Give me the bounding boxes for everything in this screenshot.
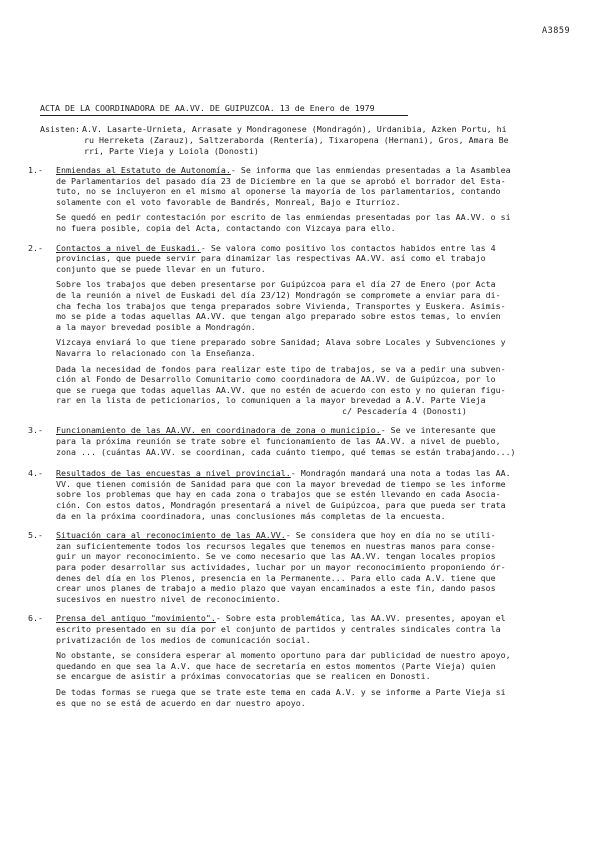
attendees-line: A.V. Lasarte-Urnieta, Arrasate y Mondragonese (Mondragón), Urdanibia, Azken Portu, hi bbox=[82, 124, 507, 134]
body-line: Vizcaya enviará lo que tiene preparado sobre Sanidad; Alava sobre Locales y Subvenciones y bbox=[56, 337, 506, 348]
body-line: da en la próxima coordinadora, unas conclusiones más completas de la encuesta. bbox=[56, 510, 446, 521]
body-line: cha fecha los trabajos que tenga preparados sobre Vivienda, Transportes y Euskera. Asimis- bbox=[56, 300, 506, 311]
body-line: de la reunión a nivel de Euskadi del día 23/12) Mondragón se compromete a enviar para di- bbox=[56, 289, 501, 300]
body-line: se encargue de asistir a próximas convocatorias que se realicen en Donosti. bbox=[56, 671, 431, 682]
body-line: de Parlamentarios del pasado día 23 de Diciembre en la que se aprobó el borrador del Esta- bbox=[56, 175, 506, 186]
body-line: que se ruega que todas aquellas AA.VV. que no estén de acuerdo con esto y no quieran figu- bbox=[56, 384, 506, 395]
body-line: Sobre los trabajos que deben presentarse por Guipúzcoa para el día 27 de Enero (por Acta bbox=[56, 279, 496, 290]
body-line: zan suficientemente todos los recursos legales que tenemos en nuestras manos para conse- bbox=[56, 540, 496, 551]
body-line: De todas formas se ruega que se trate este tema en cada A.V. y se informe a Parte Vieja si bbox=[56, 686, 506, 697]
agenda-item bbox=[28, 425, 562, 457]
body-line: no fuera posible, copia del Acta, contactando con Vizcaya para ello. bbox=[56, 222, 396, 233]
item-text: - Sobre esta problemática, las AA.VV. presentes, apoyan el bbox=[215, 613, 506, 624]
attendees-line: ru Herreketa (Zarauz), Saltzeraborda (Rentería), Tixaropena (Hernani), Gros, Amara Be bbox=[84, 135, 509, 145]
item-heading: Prensa del antiguo "movimiento". bbox=[56, 613, 216, 624]
item-number: 4.- bbox=[28, 468, 43, 479]
body-line: zona ... (cuántas AA.VV. se coordinan, cada cuánto tiempo, qué temas se están trabajando...) bbox=[56, 446, 516, 457]
item-heading: Situación cara al reconocimiento de las AA.VV. bbox=[56, 530, 286, 541]
item-text: - Se valora como positivo los contactos habidos entre las 4 bbox=[200, 242, 496, 253]
item-number: 2.- bbox=[28, 242, 43, 253]
body-line: para poder desarrollar sus actividades, luchar por un mayor reconocimiento proponiendo ór- bbox=[56, 562, 506, 572]
body-line: tuto, no se incluyeron en el mismo al oponerse la mayoría de los parlamentarios, contando bbox=[56, 186, 501, 197]
body-line bbox=[56, 243, 562, 254]
attendees-block bbox=[40, 124, 560, 157]
body-line bbox=[56, 425, 562, 436]
item-text: - Se informa que las enmiendas presentadas a la Asamblea bbox=[230, 165, 511, 175]
document-title: ACTA DE LA COORDINADORA DE AA.VV. DE GUIPUZCOA. 13 de Enero de 1979 bbox=[40, 103, 375, 113]
item-number: 1.- bbox=[28, 165, 43, 175]
body-line: denes del día en los Plenos, presencia en la Permanente... Para ello cada A.V. tiene que bbox=[56, 572, 496, 583]
item-heading: Contactos a nivel de Euskadi. bbox=[56, 242, 201, 253]
item-text: - Se considera que hoy en día no se utili- bbox=[285, 530, 496, 541]
body-line: ción al Fondo de Desarrollo Comunitario como coordinadora de AA.VV. de Guipúzcoa, por lo bbox=[56, 374, 496, 385]
item-heading: Funcionamiento de las AA.VV. en coordinadora de zona o municipio. bbox=[56, 425, 381, 436]
attendees-line: rri, Parte Vieja y Loiola (Donosti) bbox=[84, 146, 259, 156]
agenda-item bbox=[28, 468, 562, 521]
body-line: No obstante, se considera esperar al momento oportuno para dar publicidad de nuestro apoyo, bbox=[56, 650, 511, 661]
body-line: sobre los problemas que hay en cada zona o trabajos que se estén llevando en cada Asocia- bbox=[56, 489, 501, 500]
title-underline bbox=[40, 115, 408, 116]
body-line: para la próxima reunión se trate sobre el funcionamiento de las AA.VV. a nivel de pueblo, bbox=[56, 436, 501, 447]
item-heading: Enmiendas al Estatuto de Autonomía. bbox=[56, 165, 231, 175]
body-line: solamente con el voto favorable de Bandrés, Monreal, Bajo e Iturrioz. bbox=[56, 196, 401, 207]
item-heading: Resultados de las encuestas a nivel provincial. bbox=[56, 468, 291, 479]
body-line bbox=[56, 613, 562, 624]
body-line: escrito presentado en su día por el conjunto de partidos y centrales sindicales contra la bbox=[56, 623, 501, 634]
agenda-item bbox=[28, 243, 562, 417]
body-line: rar en la lista de peticionarios, lo comuniquen a la mayor brevedad a A.V. Parte Vieja bbox=[56, 395, 486, 406]
item-number: 5.- bbox=[28, 530, 43, 541]
item-text: - Mondragón mandará una nota a todas las AA. bbox=[290, 468, 511, 479]
body-line: privatización de los medios de comunicación social. bbox=[56, 634, 311, 645]
body-line: crear unos planes de trabajo a medio plazo que vayan encaminados a este fin, dando pasos bbox=[56, 583, 496, 594]
body-line: conjunto que se puede llevar en un futuro. bbox=[56, 263, 266, 274]
body-line: Se quedó en pedir contestación por escrito de las enmiendas presentadas por las AA.VV. o si bbox=[56, 212, 511, 223]
agenda-item bbox=[28, 613, 562, 708]
body-line: provincias, que puede servir para dinamizar las respectivas AA.VV. así como el trabajo bbox=[56, 253, 486, 264]
body-line: c/ Pescadería 4 (Donosti) bbox=[342, 405, 467, 416]
body-line: Navarra lo relacionado con la Enseñanza. bbox=[56, 347, 256, 358]
attendees-label: Asisten: bbox=[40, 124, 80, 134]
body-line bbox=[56, 165, 562, 176]
item-text: - Se ve interesante que bbox=[380, 425, 496, 436]
body-line: sucesivos en nuestro nivel de reconocimiento. bbox=[56, 593, 281, 604]
item-number: 3.- bbox=[28, 425, 43, 436]
agenda-item bbox=[28, 530, 562, 604]
body-line: quedando en que sea la A.V. que hace de secretaría en estos momentos (Parte Vieja) quien bbox=[56, 660, 496, 671]
body-line bbox=[56, 468, 562, 479]
agenda-item bbox=[28, 165, 562, 234]
body-line: a la mayor brevedad posible a Mondragón. bbox=[56, 321, 256, 332]
body-line bbox=[56, 530, 562, 541]
document-reference: A3859 bbox=[542, 26, 571, 36]
body-line: ción. Con estos datos, Mondragón presentará a nivel de Guipúzcoa, para que pueda ser trata bbox=[56, 500, 506, 511]
body-line: mo se pide a todas aquellas AA.VV. que tengan algo preparado sobre estos temas, lo envíen bbox=[56, 311, 501, 322]
body-line: es que no se está de acuerdo en dar nuestro apoyo. bbox=[56, 697, 306, 708]
body-line: Dada la necesidad de fondos para realizar este tipo de trabajos, se va a pedir una subven- bbox=[56, 363, 506, 374]
body-line: guir un mayor reconocimiento. Se ve como necesario que las AA.VV. tengan locales propios bbox=[56, 551, 496, 562]
body-line: VV. que tienen comisión de Sanidad para que con la mayor brevedad de tiempo se les informe bbox=[56, 478, 506, 489]
item-number: 6.- bbox=[28, 613, 43, 624]
agenda-items bbox=[28, 165, 562, 708]
